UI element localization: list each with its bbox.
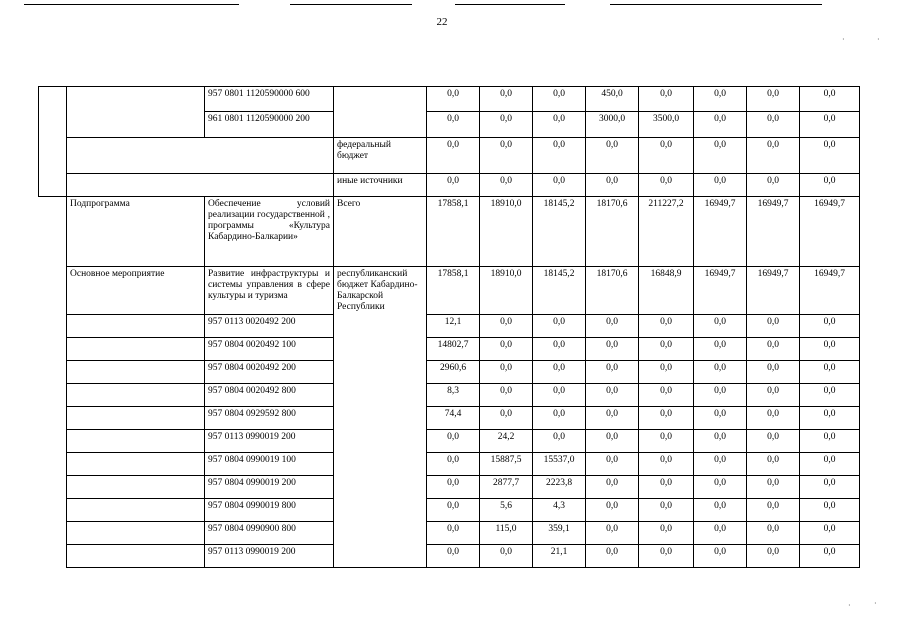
value-cell: 0,0: [533, 87, 586, 112]
value-cell: 0,0: [480, 545, 533, 568]
value-cell: 0,0: [639, 87, 694, 112]
value-cell: 0,0: [694, 384, 747, 407]
value-cell: 0,0: [800, 384, 860, 407]
value-cell: 0,0: [427, 545, 480, 568]
table-row: [39, 197, 860, 267]
type-cell: [67, 87, 205, 138]
value-cell: 0,0: [800, 407, 860, 430]
type-cell: [67, 338, 205, 361]
value-cell: 0,0: [639, 522, 694, 545]
value-cell: 0,0: [639, 138, 694, 174]
value-cell: 0,0: [480, 338, 533, 361]
value-cell: 18145,2: [533, 267, 586, 315]
value-cell: 15537,0: [533, 453, 586, 476]
value-cell: 0,0: [639, 361, 694, 384]
value-cell: 0,0: [747, 476, 800, 499]
table-row: [39, 430, 860, 453]
type-cell: [67, 545, 205, 568]
value-cell: 0,0: [427, 522, 480, 545]
budget-code: 957 0804 0929592 800: [205, 407, 334, 430]
scan-speck: ·: [877, 35, 880, 44]
table-row: [39, 338, 860, 361]
table-row: [39, 361, 860, 384]
value-cell: 0,0: [800, 315, 860, 338]
value-cell: 0,0: [427, 430, 480, 453]
value-cell: 0,0: [800, 174, 860, 197]
budget-code: 957 0804 0990900 800: [205, 522, 334, 545]
table-row: [39, 138, 860, 174]
budget-code: 957 0113 0020492 200: [205, 315, 334, 338]
value-cell: 0,0: [480, 315, 533, 338]
program-type-label: Подпрограмма: [67, 197, 205, 267]
value-cell: 0,0: [800, 361, 860, 384]
value-cell: 16949,7: [800, 197, 860, 267]
budget-code: 957 0804 0020492 800: [205, 384, 334, 407]
value-cell: 450,0: [586, 87, 639, 112]
left-margin-cell: [39, 87, 67, 197]
value-cell: 0,0: [694, 476, 747, 499]
type-cell: [67, 315, 205, 338]
value-cell: 0,0: [747, 407, 800, 430]
value-cell: 0,0: [800, 338, 860, 361]
value-cell: 0,0: [427, 476, 480, 499]
value-cell: 0,0: [533, 384, 586, 407]
value-cell: 0,0: [533, 430, 586, 453]
value-cell: 0,0: [747, 545, 800, 568]
value-cell: 4,3: [533, 499, 586, 522]
value-cell: 0,0: [694, 545, 747, 568]
value-cell: 0,0: [800, 499, 860, 522]
header-rule: [455, 4, 565, 5]
value-cell: 0,0: [747, 174, 800, 197]
funding-source: иные источники: [334, 174, 427, 197]
value-cell: 0,0: [586, 338, 639, 361]
value-cell: 0,0: [586, 430, 639, 453]
type-cell: [67, 430, 205, 453]
value-cell: 0,0: [747, 138, 800, 174]
table-row: [39, 87, 860, 112]
value-cell: 0,0: [586, 315, 639, 338]
value-cell: 0,0: [639, 499, 694, 522]
value-cell: 16949,7: [800, 267, 860, 315]
table-row: [39, 315, 860, 338]
value-cell: 0,0: [480, 361, 533, 384]
value-cell: 0,0: [639, 545, 694, 568]
table-row: [39, 267, 860, 315]
value-cell: 18910,0: [480, 267, 533, 315]
value-cell: 74,4: [427, 407, 480, 430]
value-cell: 18145,2: [533, 197, 586, 267]
budget-code: 957 0804 0990019 100: [205, 453, 334, 476]
value-cell: 0,0: [694, 430, 747, 453]
value-cell: 0,0: [694, 315, 747, 338]
value-cell: 16848,9: [639, 267, 694, 315]
value-cell: 0,0: [586, 384, 639, 407]
activity-type-label: Основное мероприятие: [67, 267, 205, 315]
value-cell: 15887,5: [480, 453, 533, 476]
value-cell: 0,0: [800, 430, 860, 453]
value-cell: 0,0: [586, 522, 639, 545]
value-cell: 211227,2: [639, 197, 694, 267]
value-cell: 0,0: [533, 407, 586, 430]
value-cell: 0,0: [586, 138, 639, 174]
value-cell: 0,0: [694, 361, 747, 384]
value-cell: 17858,1: [427, 197, 480, 267]
value-cell: 0,0: [639, 384, 694, 407]
table-row: [39, 476, 860, 499]
funding-source: Всего: [334, 197, 427, 267]
value-cell: 0,0: [800, 522, 860, 545]
value-cell: 0,0: [694, 453, 747, 476]
value-cell: 0,0: [533, 315, 586, 338]
value-cell: 0,0: [694, 499, 747, 522]
program-name: Обеспечение условий реализации государственной , программы «Культура Кабардино-Балкарии»: [205, 197, 334, 267]
table-row: [39, 174, 860, 197]
value-cell: 0,0: [747, 522, 800, 545]
value-cell: 16949,7: [694, 267, 747, 315]
source-cell: [334, 87, 427, 138]
value-cell: 0,0: [800, 476, 860, 499]
scan-speck: ·: [842, 35, 845, 44]
value-cell: 0,0: [480, 407, 533, 430]
budget-code: 957 0804 0020492 100: [205, 338, 334, 361]
value-cell: 14802,7: [427, 338, 480, 361]
value-cell: 0,0: [694, 87, 747, 112]
funding-source: федеральный бюджет: [334, 138, 427, 174]
value-cell: 0,0: [747, 112, 800, 138]
page-number: 22: [436, 16, 448, 28]
type-cell: [67, 499, 205, 522]
value-cell: 0,0: [639, 430, 694, 453]
activity-name: Развитие инфраструктуры и системы управления в сфере культуры и туризма: [205, 267, 334, 315]
value-cell: 0,0: [533, 174, 586, 197]
type-cell: [67, 522, 205, 545]
value-cell: 0,0: [480, 87, 533, 112]
value-cell: 0,0: [639, 476, 694, 499]
value-cell: 0,0: [639, 338, 694, 361]
type-cell: [67, 361, 205, 384]
value-cell: 18170,6: [586, 267, 639, 315]
value-cell: 0,0: [427, 174, 480, 197]
value-cell: 0,0: [747, 430, 800, 453]
value-cell: 21,1: [533, 545, 586, 568]
value-cell: 0,0: [694, 138, 747, 174]
type-cell: [67, 407, 205, 430]
value-cell: 3000,0: [586, 112, 639, 138]
value-cell: 0,0: [586, 499, 639, 522]
value-cell: 0,0: [747, 453, 800, 476]
value-cell: 0,0: [747, 338, 800, 361]
type-cell: [67, 476, 205, 499]
empty-merged-cell: [67, 174, 334, 197]
value-cell: 0,0: [639, 315, 694, 338]
table-row: [39, 522, 860, 545]
value-cell: 0,0: [480, 174, 533, 197]
value-cell: 0,0: [694, 338, 747, 361]
value-cell: 0,0: [586, 407, 639, 430]
value-cell: 0,0: [639, 174, 694, 197]
value-cell: 0,0: [800, 112, 860, 138]
budget-code: 957 0113 0990019 200: [205, 430, 334, 453]
budget-code: 957 0801 1120590000 600: [205, 87, 334, 112]
value-cell: 0,0: [747, 361, 800, 384]
table-row: [39, 453, 860, 476]
value-cell: 0,0: [427, 499, 480, 522]
budget-table: [38, 86, 860, 568]
left-blank: [39, 197, 67, 568]
value-cell: 0,0: [533, 138, 586, 174]
type-cell: [67, 384, 205, 407]
value-cell: 2877,7: [480, 476, 533, 499]
value-cell: 24,2: [480, 430, 533, 453]
value-cell: 0,0: [427, 112, 480, 138]
value-cell: 0,0: [694, 522, 747, 545]
value-cell: 0,0: [747, 87, 800, 112]
header-rule: [24, 4, 239, 5]
value-cell: 16949,7: [694, 197, 747, 267]
value-cell: 0,0: [586, 545, 639, 568]
value-cell: 0,0: [694, 407, 747, 430]
value-cell: 359,1: [533, 522, 586, 545]
value-cell: 0,0: [480, 384, 533, 407]
value-cell: 0,0: [800, 138, 860, 174]
value-cell: 0,0: [747, 384, 800, 407]
value-cell: 0,0: [480, 112, 533, 138]
scan-speck: ·: [874, 599, 877, 608]
scan-speck: ·: [848, 601, 851, 610]
value-cell: 0,0: [747, 499, 800, 522]
value-cell: 2223,8: [533, 476, 586, 499]
header-rule: [290, 4, 412, 5]
value-cell: 0,0: [533, 338, 586, 361]
budget-code: 957 0804 0990019 800: [205, 499, 334, 522]
value-cell: 0,0: [586, 361, 639, 384]
value-cell: 0,0: [694, 174, 747, 197]
budget-code: 961 0801 1120590000 200: [205, 112, 334, 138]
value-cell: 115,0: [480, 522, 533, 545]
value-cell: 0,0: [586, 174, 639, 197]
value-cell: 0,0: [800, 453, 860, 476]
value-cell: 3500,0: [639, 112, 694, 138]
table-row: [39, 384, 860, 407]
value-cell: 5,6: [480, 499, 533, 522]
value-cell: 0,0: [586, 453, 639, 476]
value-cell: 0,0: [533, 361, 586, 384]
value-cell: 0,0: [586, 476, 639, 499]
value-cell: 0,0: [533, 112, 586, 138]
value-cell: 0,0: [480, 138, 533, 174]
value-cell: 0,0: [694, 112, 747, 138]
value-cell: 0,0: [427, 453, 480, 476]
value-cell: 0,0: [639, 453, 694, 476]
value-cell: 18170,6: [586, 197, 639, 267]
value-cell: 12,1: [427, 315, 480, 338]
value-cell: 16949,7: [747, 197, 800, 267]
value-cell: 8,3: [427, 384, 480, 407]
funding-source: республиканский бюджет Кабардино-Балкарской Республики: [334, 267, 427, 568]
value-cell: 0,0: [800, 87, 860, 112]
empty-merged-cell: [67, 138, 334, 174]
table-row: [39, 407, 860, 430]
type-cell: [67, 453, 205, 476]
header-rule: [610, 4, 822, 5]
budget-code: 957 0804 0020492 200: [205, 361, 334, 384]
value-cell: 17858,1: [427, 267, 480, 315]
value-cell: 18910,0: [480, 197, 533, 267]
value-cell: 16949,7: [747, 267, 800, 315]
value-cell: 0,0: [639, 407, 694, 430]
value-cell: 0,0: [747, 315, 800, 338]
table-row: [39, 499, 860, 522]
value-cell: 0,0: [800, 545, 860, 568]
value-cell: 0,0: [427, 138, 480, 174]
table-row: [39, 545, 860, 568]
value-cell: 0,0: [427, 87, 480, 112]
budget-code: 957 0804 0990019 200: [205, 476, 334, 499]
budget-code: 957 0113 0990019 200: [205, 545, 334, 568]
value-cell: 2960,6: [427, 361, 480, 384]
